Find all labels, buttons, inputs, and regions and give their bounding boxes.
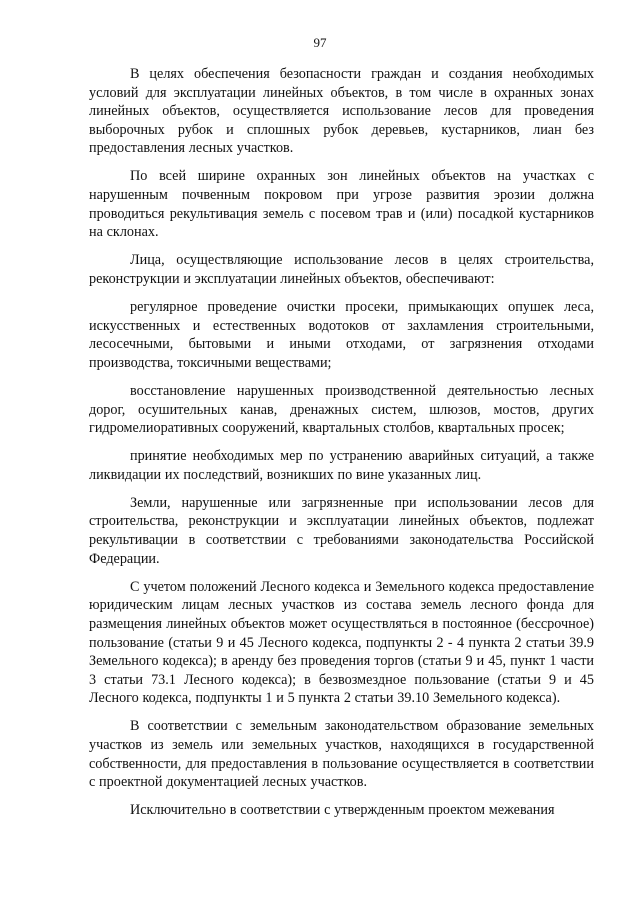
paragraph-land-provision-codes: С учетом положений Лесного кодекса и Земельного кодекса предоставление юридическим лицам лесных участков из состава земель лесного фонда для размещения линейных объектов может осуществляться в постоянное (бессрочное) пользование (статьи 9 и 45 Лесного кодекса, подпункты 2 - 4 пункта 2 статьи 39.9 Земельного кодекса); в аренду без проведения торгов (статьи 9 и 45, пункт 1 части 3 статьи 73.1 Лесного кодекса); в безвозмездное пользование (статьи 9 и 45 Лесного кодекса, подпункты 1 и 5 пункта 2 статьи 39.10 Земельного кодекса).	[89, 578, 594, 707]
paragraph-emergency-measures: принятие необходимых мер по устранению аварийных ситуаций, а также ликвидации их последствий, возникших по вине указанных лиц.	[89, 448, 594, 483]
paragraph-obligations-intro: Лица, осуществляющие использование лесов в целях строительства, реконструкции и эксплуатации линейных объектов, обеспечивают:	[89, 252, 594, 287]
paragraph-clearing-maintenance: регулярное проведение очистки просеки, примыкающих опушек леса, искусственных и естественных водотоков от захламления строительными, лесосечными, бытовыми и иными отходами, от загрязнения отходами производства, токсичными веществами;	[89, 299, 594, 371]
page-number: 97	[313, 35, 327, 50]
paragraph-survey-project: Исключительно в соответствии с утвержденным проектом межевания	[130, 802, 555, 819]
paragraph-security-clearing: В целях обеспечения безопасности граждан и создания необходимых условий для эксплуатации линейных объектов, в том числе в охранных зонах линейных объектов, осуществляется использование лесов для проведения выборочных рубок и сплошных рубок деревьев, кустарников, лиан без предоставления лесных участков.	[89, 66, 594, 157]
paragraph-land-recultivation-slopes: По всей ширине охранных зон линейных объектов на участках с нарушенным почвенным покровом при угрозе развития эрозии должна проводиться рекультивация земель с посевом трав и (или) посадкой кустарников на склонах.	[89, 168, 594, 241]
paragraph-land-plot-formation: В соответствии с земельным законодательством образование земельных участков из земель или земельных участков, находящихся в государственной собственности, для предоставления в пользование осуществляется в соответствии с проектной документацией лесных участков.	[89, 718, 594, 791]
paragraph-restoration-infrastructure: восстановление нарушенных производственной деятельностью лесных дорог, осушительных канав, дренажных систем, шлюзов, мостов, других гидромелиоративных сооружений, квартальных столбов, квартальных просек;	[89, 382, 594, 437]
document-body	[89, 65, 594, 829]
paragraph-disturbed-lands: Земли, нарушенные или загрязненные при использовании лесов для строительства, реконструкции и эксплуатации линейных объектов, подлежат рекультивации в соответствии с требованиями законодательства Российской Федерации.	[89, 494, 594, 567]
